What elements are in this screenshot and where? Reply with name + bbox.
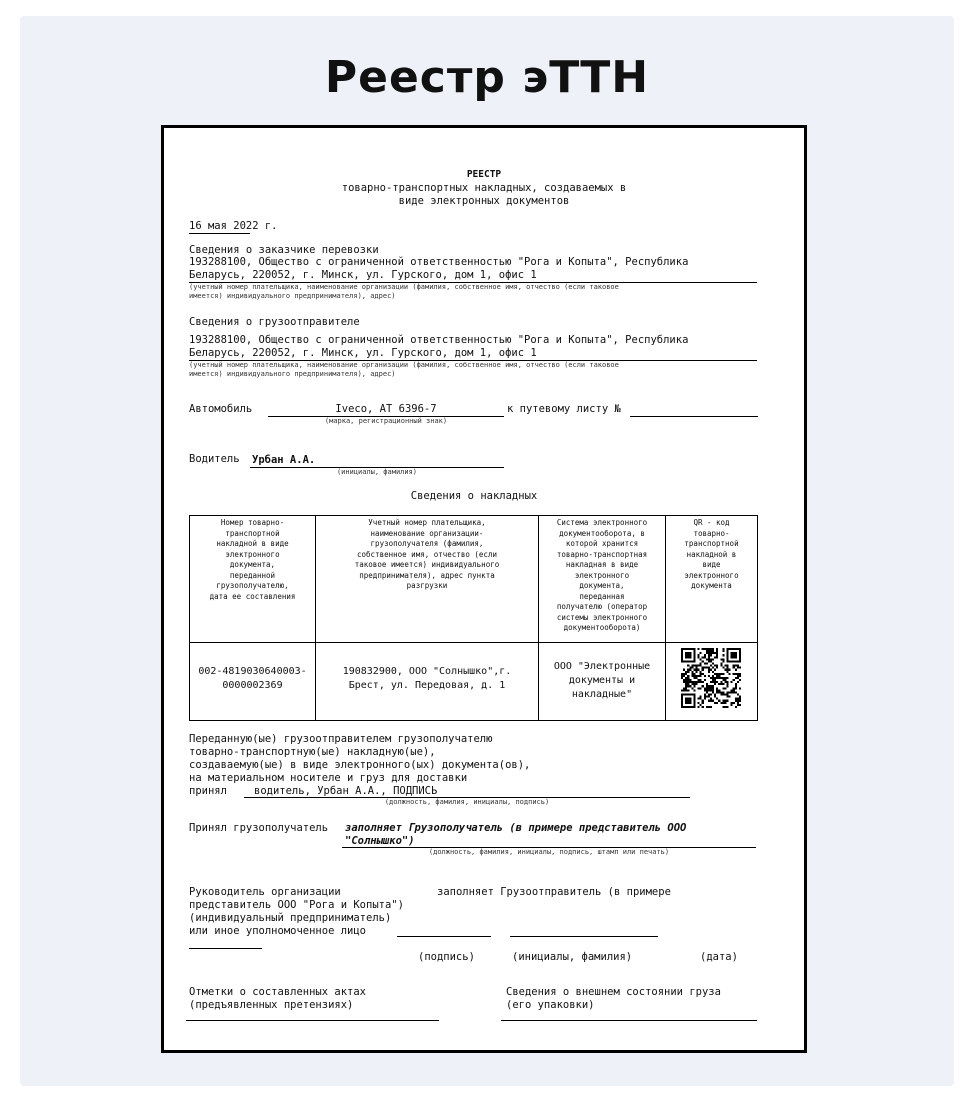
driver-label: Водитель [189,453,240,465]
cargo-line-1: Сведения о внешнем состоянии груза [506,986,721,998]
waybill-underline [630,416,758,417]
doc-subtitle-1: товарно-транспортных накладных, создаваемых в [341,182,627,194]
transfer-line-4: на материальном носителе и груз для доставки [189,772,468,784]
cell-system: ООО "Электронные документы и накладные" [553,661,651,700]
table-header-system: Система электронного документооборота, в которой хранится товарно-транспортная накладная в виде электронного документа, переданная получателю (оператор системы электронного документооборота) [556,518,648,632]
document-sheet [161,125,807,1053]
acts-line-2: (предъявленных претензиях) [189,999,354,1011]
cell-consignee: 190832900, ООО "Солнышко",г. Брест, ул. Передовая, д. 1 [342,666,512,691]
transfer-line-3: создаваемую(ые) в виде электронного(ых) документа(ов), [189,759,531,771]
vehicle-label: Автомобиль [189,403,253,415]
table-header-consignee: Учетный номер плательщика, наименование организации- грузополучателя (фамилия, собственное имя, отчество (если таковое имеется) индивидуального предпринимателя), адрес пункта разгрузки [354,518,500,590]
vehicle-hint: (марка, регистрационный знак) [324,417,448,425]
waybill-table [189,515,758,721]
page-title: Реестр эТТН [324,52,650,103]
shipper-heading: Сведения о грузоотправителе [189,316,360,328]
consignee-accept-value-1: заполняет Грузополучатель (в примере представитель ООО [345,822,687,834]
customer-line-2: Беларусь, 220052, г. Минск, ул. Гурского, дом 1, офис 1 [189,269,537,281]
waybill-label: к путевому листу № [507,403,621,415]
accepted-label: принял [189,785,227,797]
transfer-line-1: Переданную(ые) грузоотправителем грузополучателю [189,733,493,745]
vehicle-value: Iveco, АТ 6396-7 [335,403,437,415]
consignee-accept-value-2: "Солнышко") [345,835,415,847]
accepted-value: водитель, Урбан А.А., ПОДПИСЬ [254,785,438,797]
table-header-number: Номер товарно- транспортной накладной в виде электронного документа, переданной грузополучателю, дата ее составления [209,518,296,601]
acts-line-1: Отметки о составленных актах [189,986,367,998]
date-underline [189,233,250,234]
shipper-hint-1: (учетный номер плательщика, наименование организации (фамилия, собственное имя, отчество (если таковое [189,361,619,369]
head-line-4: или иное уполномоченное лицо [189,925,367,937]
driver-hint: (инициалы, фамилия) [336,468,418,476]
date-label: (дата) [700,951,738,963]
customer-heading: Сведения о заказчике перевозки [189,244,379,256]
table-header-qr: QR - код товарно- транспортной накладной в виде электронного документа [684,518,739,590]
doc-date: 16 мая 2022 г. [189,220,278,232]
head-short-underline [189,948,262,949]
qr-code-icon [681,648,741,708]
head-line-2: представитель ООО "Рога и Копыта") [189,899,404,911]
shipper-line-2: Беларусь, 220052, г. Минск, ул. Гурского, дом 1, офис 1 [189,347,537,359]
accepted-hint: (должность, фамилия, инициалы, подпись) [384,798,550,806]
customer-line-1: 193288100, Общество с ограниченной ответственностью "Рога и Копыта", Республика [189,256,689,268]
head-line-1: Руководитель организации [189,886,341,898]
cargo-line-2: (его упаковки) [506,999,595,1011]
cargo-underline [501,1020,757,1021]
table-row-divider [190,642,757,643]
consignee-accept-hint: (должность, фамилия, инициалы, подпись, штамп или печать) [428,848,670,856]
doc-title: РЕЕСТР [466,169,502,180]
shipper-line-1: 193288100, Общество с ограниченной ответственностью "Рога и Копыта", Республика [189,334,689,346]
head-note: заполняет Грузоотправитель (в примере [437,886,671,898]
customer-hint-1: (учетный номер плательщика, наименование организации (фамилия, собственное имя, отчество (если таковое [189,283,619,291]
customer-hint-2: имеется) индивидуального предпринимателя), адрес) [189,292,396,300]
name-label: (инициалы, фамилия) [512,951,633,963]
acts-underline [186,1020,439,1021]
driver-value: Урбан А.А. [252,454,316,466]
doc-subtitle-2: виде электронных документов [398,195,570,207]
shipper-hint-2: имеется) индивидуального предпринимателя), адрес) [189,370,396,378]
cell-waybill-number: 002-4819030640003- 0000002369 [198,666,307,691]
sign-underline [397,936,491,937]
head-line-3: (индивидуальный предприниматель) [189,912,392,924]
table-caption: Сведения о накладных [410,490,538,502]
consignee-accept-label: Принял грузополучатель [189,822,329,834]
transfer-line-2: товарно-транспортную(ые) накладную(ые), [189,746,436,758]
sign-label: (подпись) [418,951,475,963]
name-underline [510,936,658,937]
